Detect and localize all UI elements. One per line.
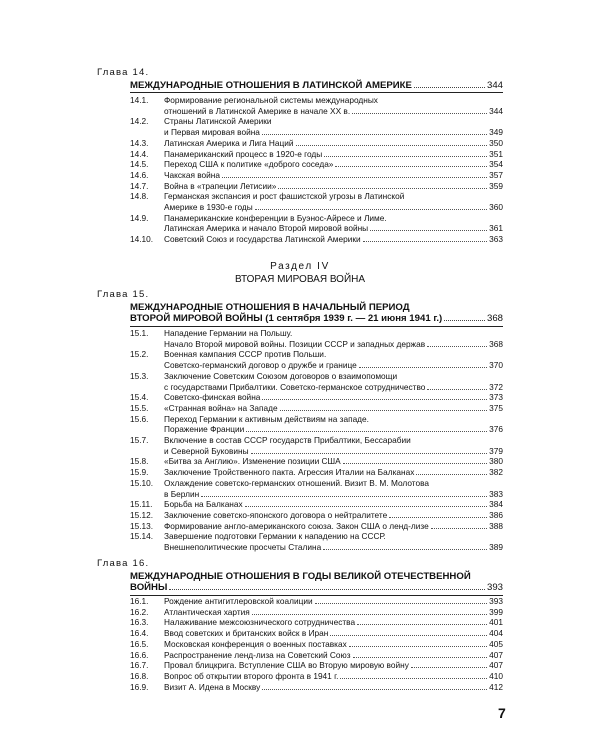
entry-page: 388 [489,520,503,531]
entry-page: 350 [489,137,503,148]
chapter-15-label: Глава 15. [97,289,150,300]
entry-title: Внешнеполитические просчеты Сталина [164,542,322,553]
toc-entry [130,349,503,370]
entry-number: 14.10. [130,234,154,245]
toc-entry [130,607,503,618]
entry-page: 393 [489,596,503,606]
chapter-14-title-text: МЕЖДУНАРОДНЫЕ ОТНОШЕНИЯ В ЛАТИНСКОЙ АМЕРИКЕ [130,80,412,91]
entry-page: 349 [489,127,503,138]
entry-number: 15.2. [130,349,149,360]
entry-page: 399 [489,606,503,617]
chapter-16-title-line2: ВОЙНЫ [130,582,168,594]
toc-entry [130,628,503,639]
entry-number: 15.11. [130,499,153,510]
entry-title: Панамериканские конференции в Буэнос-Айресе и Лиме. [164,212,387,223]
toc-entry [130,371,503,392]
chapter-14-entries [130,95,503,245]
entry-page: 380 [489,456,503,467]
toc-entry [130,170,503,181]
entry-page: 370 [489,360,503,371]
entry-number: 14.1. [130,95,149,105]
entry-title: Переход Германии к активным действиям на западе. [164,413,369,424]
entry-title: и Первая мировая война [164,127,260,138]
chapter-16-label: Глава 16. [97,558,150,569]
toc-entry [130,414,503,435]
entry-number: 14.7. [130,180,149,191]
entry-page: 386 [489,509,503,520]
chapter-16-title-line1: МЕЖДУНАРОДНЫЕ ОТНОШЕНИЯ В ГОДЫ ВЕЛИКОЙ ОТЕЧЕСТВЕННОЙ [130,571,471,582]
entry-page: 412 [489,681,503,692]
entry-number: 16.3. [130,617,149,628]
toc-entry [130,650,503,661]
chapter-16-page: 393 [486,582,503,594]
entry-number: 15.9. [130,467,149,478]
chapter-14-title [130,80,503,93]
toc-entry [130,467,503,478]
toc-entry [130,328,503,349]
toc-entry [130,510,503,521]
entry-title: Рождение антигитлеровской коалиции [164,596,313,606]
entry-page: 405 [489,638,503,649]
entry-number: 15.6. [130,413,149,424]
chapter-15-entries [130,328,503,553]
toc-entry [130,682,503,693]
entry-title: Германская экспансия и рост фашистской угрозы в Латинской [164,191,405,202]
entry-title: Ввод советских и британских войск в Иран [164,628,329,639]
toc-entry [130,234,503,245]
entry-number: 16.4. [130,628,149,639]
toc-entry [130,95,503,116]
entry-title: Латинская Америка и начало Второй мировой войны [164,223,369,234]
toc-entry [130,521,503,532]
entry-number: 15.8. [130,456,149,467]
chapter-16-entries [130,596,503,692]
entry-number: 15.1. [130,328,149,338]
entry-title: Включение в состав СССР государств Прибалтики, Бессарабии [164,435,411,446]
entry-title: Атлантическая хартия [164,606,250,617]
entry-page: 357 [489,169,503,180]
entry-number: 16.2. [130,606,149,617]
entry-page: 360 [489,202,503,213]
entry-number: 14.6. [130,169,149,180]
toc-entry [130,499,503,510]
entry-number: 15.5. [130,402,149,413]
entry-title: в Берлин [164,488,200,499]
entry-title: Московская конференция о военных поставках [164,638,347,649]
entry-number: 14.8. [130,191,149,202]
entry-title: Формирование англо-американского союза. Закон США о ленд-лизе [164,520,429,531]
entry-title: Визит А. Идена в Москву [164,681,261,692]
entry-page: 344 [489,105,503,116]
entry-title: Латинская Америка и Лига Наций [164,137,294,148]
entry-page: 372 [489,381,503,392]
entry-page: 383 [489,488,503,499]
toc-entry [130,435,503,456]
toc-entry [130,159,503,170]
entry-title: Формирование региональной системы международных [164,95,378,105]
entry-number: 15.10. [130,477,154,488]
entry-page: 363 [489,234,503,245]
toc-entry [130,213,503,234]
entry-title: Нападение Германии на Польшу. [164,328,293,338]
toc-entry [130,456,503,467]
entry-page: 368 [489,338,503,349]
toc-entry [130,149,503,160]
chapter-14-label: Глава 14. [97,67,150,78]
entry-title: с государствами Прибалтики. Советско-германское сотрудничество [164,381,426,392]
entry-title: Панамериканский процесс в 1920-е годы [164,148,323,159]
toc-entry [130,138,503,149]
entry-page: 407 [489,660,503,671]
chapter-14-page: 344 [486,80,503,91]
entry-page: 354 [489,159,503,170]
entry-page: 382 [489,467,503,478]
entry-number: 15.3. [130,370,149,381]
entry-title: Война в «трапеции Летисии» [164,180,277,191]
page-number: 7 [498,705,506,721]
chapter-16-title [130,571,503,596]
entry-number: 14.3. [130,137,149,148]
toc-entry [130,392,503,403]
entry-page: 359 [489,180,503,191]
toc-entry [130,617,503,628]
entry-title: Заключение Советским Союзом договоров о взаимопомощи [164,370,398,381]
entry-number: 14.9. [130,212,149,223]
entry-page: 376 [489,424,503,435]
entry-title: Начало Второй мировой войны. Позиции СССР и западных держав [164,338,426,349]
entry-number: 16.9. [130,681,149,692]
entry-page: 404 [489,628,503,639]
entry-title: Налаживание межсоюзнического сотрудничества [164,617,356,628]
entry-page: 384 [489,499,503,510]
entry-page: 351 [489,148,503,159]
entry-title: Провал блицкрига. Вступление США во Вторую мировую войну [164,660,409,671]
entry-title: «Странная война» на Западе [164,402,278,413]
entry-number: 15.12. [130,509,154,520]
entry-page: 375 [489,402,503,413]
entry-title: Завершение подготовки Германии к нападению на СССР. [164,531,386,542]
entry-number: 15.13. [130,520,154,531]
entry-page: 373 [489,392,503,403]
toc-entry [130,403,503,414]
chapter-15-title-line2: ВТОРОЙ МИРОВОЙ ВОЙНЫ (1 сентября 1939 г. — 21 июня 1941 г.) [130,313,443,325]
entry-title: Заключение Тройственного пакта. Агрессия Италии на Балканах [164,467,415,478]
toc-entry [130,181,503,192]
entry-title: Вопрос об открытии второго фронта в 1941 г. [164,670,339,681]
section-title: ВТОРАЯ МИРОВАЯ ВОЙНА [234,274,366,285]
entry-number: 14.5. [130,159,149,170]
entry-title: Чакская война [164,169,220,180]
chapter-15-title [130,302,503,327]
entry-title: Советско-германский договор о дружбе и границе [164,360,357,371]
entry-number: 15.7. [130,435,149,446]
entry-title: Советско-финская война [164,392,261,403]
entry-title: Борьба на Балканах [164,499,243,510]
toc-entry [130,596,503,607]
entry-page: 401 [489,617,503,628]
toc-entry [130,660,503,671]
entry-page: 389 [489,542,503,553]
entry-title: Охлаждение советско-германских отношений. Визит В. М. Молотова [164,477,430,488]
entry-title: и Северной Буковины [164,445,249,456]
toc-entry [130,191,503,212]
entry-title: Советский Союз и государства Латинской Америки [164,234,361,245]
entry-title: Заключение советско-японского договора о нейтралитете [164,509,388,520]
section-heading [0,260,600,286]
entry-number: 16.8. [130,670,149,681]
entry-title: Переход США к политике «доброго соседа» [164,159,334,170]
entry-page: 407 [489,649,503,660]
entry-number: 16.6. [130,649,149,660]
entry-number: 16.1. [130,596,149,606]
entry-title: Страны Латинской Америки [164,116,272,127]
entry-title: «Битва за Англию». Изменение позиции США [164,456,341,467]
chapter-15-page: 368 [486,313,503,325]
entry-number: 16.7. [130,660,149,671]
toc-entry [130,478,503,499]
entry-title: Поражение Франции [164,424,245,435]
entry-page: 410 [489,670,503,681]
toc-entry [130,531,503,552]
entry-page: 379 [489,445,503,456]
entry-title: Распространение ленд-лиза на Советский Союз [164,649,351,660]
toc-entry [130,116,503,137]
chapter-15-title-line1: МЕЖДУНАРОДНЫЕ ОТНОШЕНИЯ В НАЧАЛЬНЫЙ ПЕРИОД [130,302,410,313]
toc-entry [130,639,503,650]
toc-entry [130,671,503,682]
entry-number: 15.4. [130,392,149,403]
entry-title: Америке в 1930-е годы [164,202,253,213]
section-label: Раздел IV [270,261,330,272]
entry-number: 14.2. [130,116,149,127]
entry-number: 16.5. [130,638,149,649]
entry-title: отношений в Латинской Америке в начале XX в. [164,105,351,116]
entry-page: 361 [489,223,503,234]
entry-number: 14.4. [130,148,149,159]
entry-title: Военная кампания СССР против Польши. [164,349,327,360]
entry-number: 15.14. [130,531,154,542]
